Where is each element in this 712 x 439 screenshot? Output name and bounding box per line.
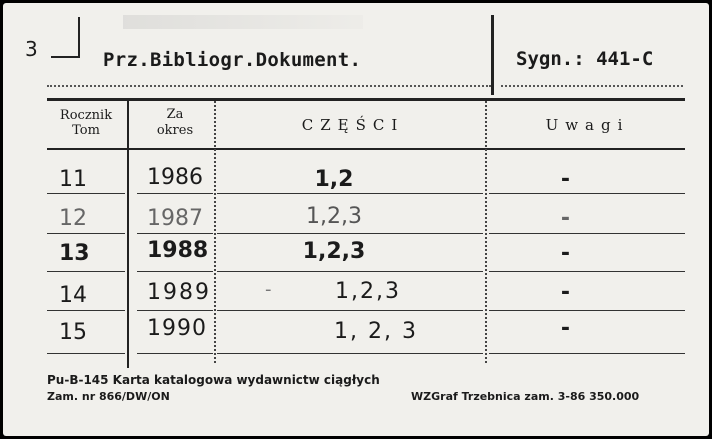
- signature: Sygn.: 441-C: [516, 48, 654, 70]
- printer-info: WZGraf Trzebnica zam. 3-86 350.000: [411, 390, 640, 403]
- header-za-okres: [135, 107, 215, 139]
- row-2-line-uwagi: [489, 233, 685, 234]
- row-3-line-uwagi: [489, 271, 685, 272]
- row-4-year: 1989: [147, 280, 211, 305]
- table-header-rule: [47, 148, 685, 150]
- row-1-parts: 1,2: [314, 167, 354, 192]
- row-2-tom: 12: [59, 206, 87, 231]
- row-1-line-tom: [47, 193, 125, 194]
- card-title: Prz.Bibliogr.Dokument.: [103, 49, 362, 71]
- corner-bracket-vertical: [78, 17, 80, 57]
- row-2-line-year: [137, 233, 213, 234]
- row-1-line-year: [137, 193, 213, 194]
- header-czesci: CZĘŚCI: [301, 116, 405, 134]
- row-4-line-year: [137, 310, 213, 311]
- row-3-uwagi: -: [560, 241, 571, 266]
- row-5-line-tom: [47, 353, 125, 354]
- header-rocznik: Rocznik: [59, 108, 113, 123]
- header-okres: okres: [156, 123, 194, 138]
- order-number: Zam. nr 866/DW/ON: [47, 390, 170, 403]
- table-top-rule: [47, 98, 685, 101]
- row-3-tom: 13: [59, 241, 90, 266]
- header-tom: Tom: [72, 123, 100, 138]
- dotted-rule-left: [47, 85, 491, 87]
- row-3-parts: 1,2,3: [302, 239, 366, 264]
- row-5-line-year: [137, 353, 213, 354]
- row-5-year: 1990: [147, 316, 207, 341]
- row-3-line-year: [137, 271, 213, 272]
- row-5-line-uwagi: [489, 353, 685, 354]
- row-1-year: 1986: [147, 165, 203, 190]
- corner-bracket-horizontal: [51, 56, 80, 58]
- row-4-uwagi: -: [560, 280, 571, 305]
- signature-separator: [491, 15, 494, 95]
- row-5-parts: 1, 2, 3: [334, 319, 418, 344]
- row-4-extra-mark: -: [265, 279, 272, 300]
- header-rocznik-tom: [47, 108, 125, 138]
- row-1-tom: 11: [59, 167, 87, 192]
- row-4-line-uwagi: [489, 310, 685, 311]
- row-5-uwagi: -: [560, 316, 571, 341]
- row-2-year: 1987: [147, 206, 203, 231]
- row-1-line-uwagi: [489, 193, 685, 194]
- row-1-uwagi: -: [560, 167, 571, 192]
- catalog-card: [3, 3, 709, 436]
- header-za: Za: [166, 107, 184, 122]
- row-2-line-parts: [217, 233, 483, 234]
- row-3-line-parts: [217, 271, 483, 272]
- row-4-line-parts: [217, 310, 483, 311]
- row-3-line-tom: [47, 271, 125, 272]
- form-name: Pu-B-145 Karta katalogowa wydawnictw ciągłych: [47, 373, 380, 387]
- row-2-line-tom: [47, 233, 125, 234]
- dotted-rule-right: [501, 85, 683, 87]
- print-smudge: [123, 15, 363, 29]
- row-1-line-parts: [217, 193, 483, 194]
- row-2-uwagi: -: [560, 206, 571, 231]
- row-2-parts: 1,2,3: [306, 204, 362, 229]
- row-5-tom: 15: [59, 320, 87, 345]
- corner-number: 3: [25, 37, 38, 61]
- row-4-parts: 1,2,3: [335, 279, 401, 304]
- row-4-line-tom: [47, 310, 125, 311]
- row-3-year: 1988: [147, 238, 209, 263]
- row-4-tom: 14: [59, 283, 87, 308]
- row-5-line-parts: [217, 353, 483, 354]
- header-uwagi: Uwagi: [545, 116, 630, 134]
